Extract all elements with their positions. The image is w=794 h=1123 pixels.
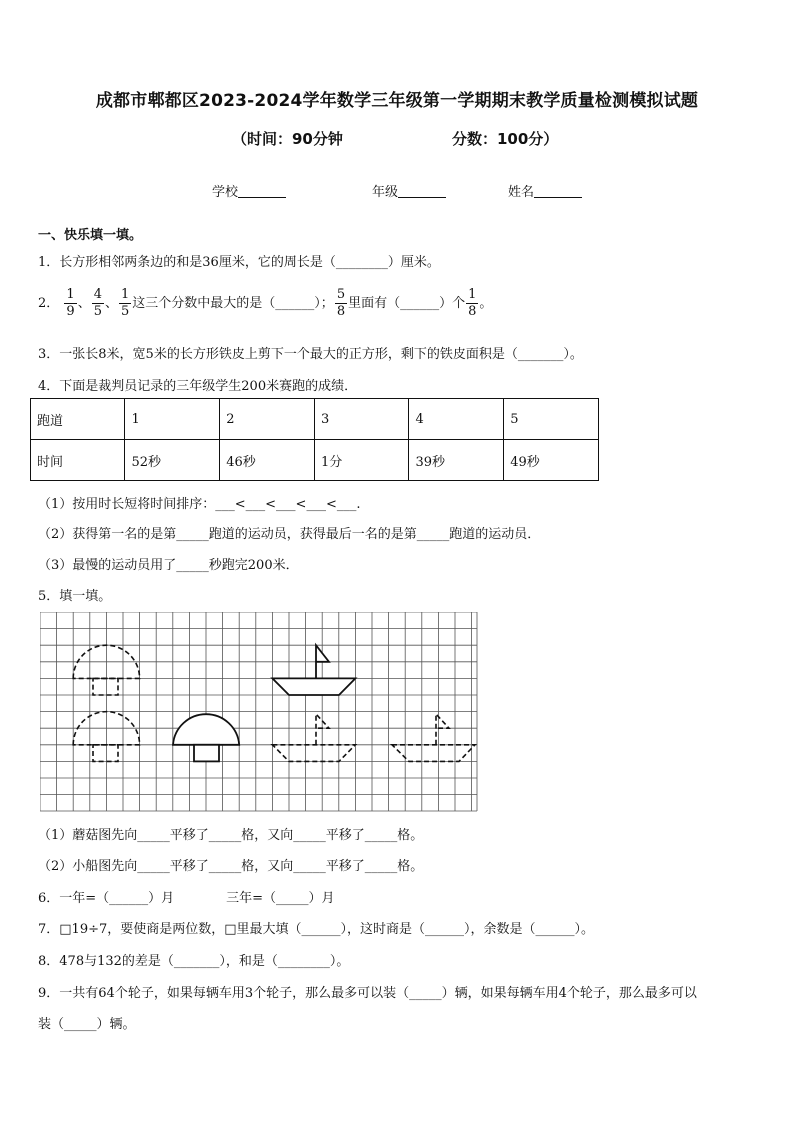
question-2-mid2: 里面有（______）个 <box>348 296 466 311</box>
question-5-part-1: （1）蘑菇图先向_____平移了_____格，又向_____平移了_____格。 <box>38 828 424 843</box>
question-9-continued: 装（_____）辆。 <box>38 1017 136 1032</box>
race-results-table <box>30 398 599 481</box>
school-label: 学校 <box>212 185 239 200</box>
table-cell: 52秒 <box>125 440 220 481</box>
fraction-denominator: 8 <box>468 304 477 319</box>
table-cell: 跑道 <box>31 399 125 440</box>
table-cell: 4 <box>409 399 504 440</box>
question-1-text: 1．长方形相邻两条边的和是36厘米，它的周长是（ <box>38 255 336 270</box>
table-cell: 1 <box>125 399 220 440</box>
grade-field <box>372 181 446 200</box>
question-1-tail: ）厘米。 <box>387 255 440 270</box>
fraction <box>119 287 131 320</box>
fraction-numerator: 1 <box>66 287 75 302</box>
separator: 、 <box>77 296 91 311</box>
separator: 、 <box>105 296 119 311</box>
boat-dashed-1 <box>272 714 355 761</box>
table-cell: 5 <box>504 399 599 440</box>
exam-time: （时间：90分钟 <box>232 130 343 148</box>
name-label: 姓名 <box>508 185 535 200</box>
question-2-mid: 这三个分数中最大的是（______）； <box>132 296 334 311</box>
question-9: 9．一共有64个轮子，如果每辆车用3个轮子，那么最多可以装（_____）辆，如果每辆车用4个轮子，那么最多可以 <box>38 986 697 1001</box>
mushroom-solid <box>173 714 239 761</box>
boat-dashed-2 <box>392 714 475 761</box>
question-5: 5．填一填。 <box>38 589 112 604</box>
table-cell: 1分 <box>314 440 408 481</box>
school-blank[interactable] <box>238 185 286 198</box>
fraction-denominator: 8 <box>336 304 346 319</box>
table-cell: 3 <box>314 399 408 440</box>
fraction-denominator: 9 <box>66 304 75 319</box>
fraction-numerator: 4 <box>93 287 102 302</box>
question-1 <box>38 251 440 270</box>
question-4-part-1: （1）按用时长短将时间排序：___<___<___<___<___. <box>38 497 361 512</box>
fraction-numerator: 1 <box>468 287 477 302</box>
table-cell: 2 <box>220 399 315 440</box>
table-cell: 49秒 <box>504 440 599 481</box>
grade-blank[interactable] <box>398 185 446 198</box>
name-blank[interactable] <box>534 185 582 198</box>
grade-label: 年级 <box>372 185 399 200</box>
fraction-numerator: 5 <box>336 287 346 302</box>
question-8: 8．478与132的差是（_______），和是（________）。 <box>38 954 350 969</box>
question-5-part-2: （2）小船图先向_____平移了_____格，又向_____平移了_____格。 <box>38 859 424 874</box>
question-2-tail: 。 <box>479 296 493 311</box>
section-heading: 一、快乐填一填。 <box>38 228 143 243</box>
question-6: 6．一年=（______）月 三年=（_____）月 <box>38 891 335 906</box>
table-row <box>31 440 599 481</box>
fraction <box>466 287 478 320</box>
page-title: 成都市郫都区2023-2024学年数学三年级第一学期期末教学质量检测模拟试题 <box>95 91 699 111</box>
fraction-numerator: 1 <box>121 287 130 302</box>
question-2-prefix: 2． <box>38 296 60 311</box>
translation-grid <box>40 612 478 816</box>
question-1-blank[interactable]: ________ <box>335 255 388 270</box>
table-cell: 46秒 <box>220 440 315 481</box>
fraction <box>335 287 347 320</box>
fraction <box>92 287 104 320</box>
question-4-part-2: （2）获得第一名的是第_____跑道的运动员，获得最后一名的是第_____跑道的运动员． <box>38 527 541 542</box>
question-3: 3．一张长8米，宽5米的长方形铁皮上剪下一个最大的正方形，剩下的铁皮面积是（_______）。 <box>38 347 583 362</box>
fraction-denominator: 5 <box>121 304 130 319</box>
fraction-denominator: 5 <box>93 304 102 319</box>
school-field <box>212 181 286 200</box>
question-2 <box>38 287 492 320</box>
fraction <box>64 287 76 320</box>
exam-score: 分数：100分） <box>452 130 559 148</box>
table-row <box>31 399 599 440</box>
name-field <box>508 181 582 200</box>
table-cell: 39秒 <box>409 440 504 481</box>
question-4-part-3: （3）最慢的运动员用了_____秒跑完200米． <box>38 558 299 573</box>
table-cell: 时间 <box>31 440 125 481</box>
question-7: 7．□19÷7，要使商是两位数，□里最大填（______），这时商是（______），余数是（______）。 <box>38 922 595 937</box>
question-4: 4．下面是裁判员记录的三年级学生200米赛跑的成绩． <box>38 379 358 394</box>
boat-solid <box>272 645 355 695</box>
grid-figure <box>40 612 478 812</box>
